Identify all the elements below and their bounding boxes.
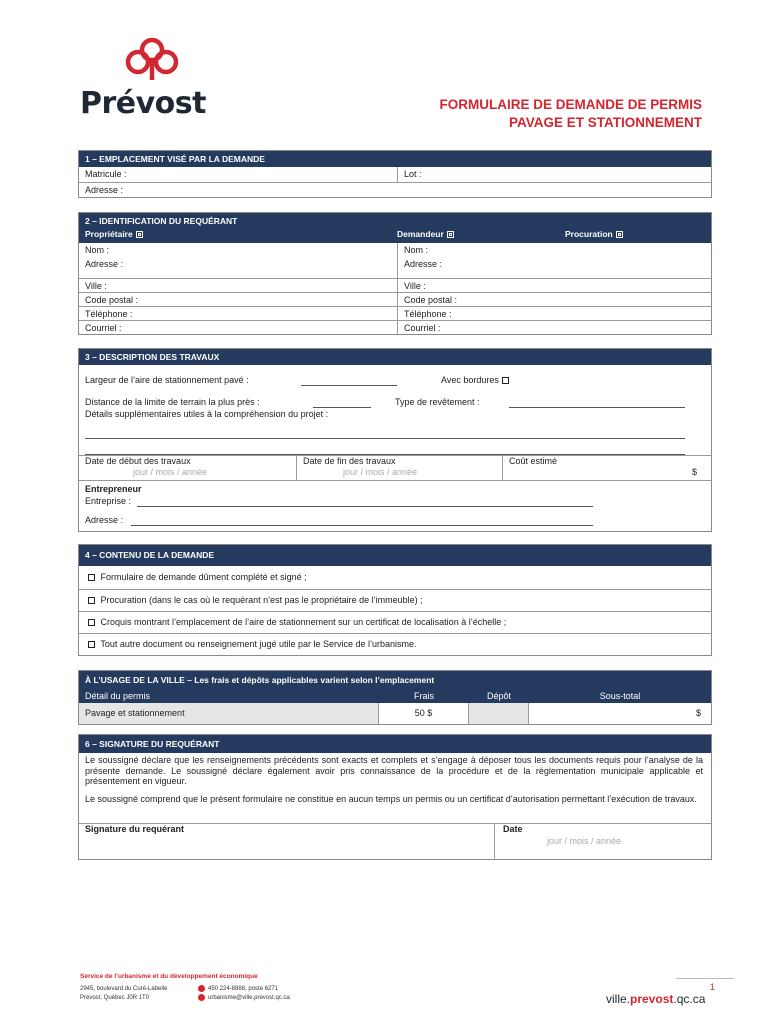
page-number: 1 bbox=[710, 982, 716, 992]
section-2-title: 2 – IDENTIFICATION DU REQUÉRANT bbox=[85, 216, 238, 226]
title-line-1: FORMULAIRE DE DEMANDE DE PERMIS bbox=[439, 97, 702, 112]
fee-sous-total[interactable]: $ bbox=[695, 708, 701, 718]
phone-icon bbox=[198, 985, 205, 992]
demandeur-adresse[interactable]: Adresse : bbox=[397, 257, 711, 278]
procuration-label: Procuration bbox=[565, 229, 613, 239]
cout-dollar-sign: $ bbox=[691, 467, 697, 477]
revetement-label: Type de revêtement : bbox=[395, 397, 480, 407]
signature-row bbox=[79, 823, 711, 860]
site-suffix: .qc.ca bbox=[673, 992, 706, 1006]
checklist-label: Formulaire de demande dûment complété et signé ; bbox=[100, 572, 307, 582]
demandeur-option[interactable] bbox=[397, 228, 565, 241]
footer-phone: 450 224-8888, poste 6271 bbox=[208, 986, 279, 993]
revetement-input[interactable] bbox=[509, 407, 685, 408]
distance-input[interactable] bbox=[313, 407, 371, 408]
checklist-item[interactable] bbox=[79, 589, 711, 611]
signature-label: Signature du requérant bbox=[85, 824, 185, 834]
footer-service: Service de l’urbanisme et du développement économique bbox=[80, 973, 258, 980]
declaration-paragraph-2: Le soussigné comprend que le présent formulaire ne constitue en aucun temps un permis ou un certificat d’autorisation permettant l’exécution de travaux. bbox=[85, 793, 697, 804]
proprietaire-courriel[interactable]: Courriel : bbox=[85, 323, 122, 333]
checklist-item[interactable] bbox=[79, 633, 711, 655]
declaration-paragraph-1: Le soussigné déclare que les renseignements précédents sont exacts et complets et s’engage à déposer tous les documents requis pour l’analyse de la présente demande. Le soussigné déclare également avoir pris connaissance de la procédure et de la réglementation municipale applicable et présentement en vigueur. bbox=[85, 755, 703, 786]
section-contenu bbox=[78, 544, 712, 656]
proprietaire-option[interactable] bbox=[85, 228, 397, 241]
demandeur-ville[interactable]: Ville : bbox=[397, 279, 711, 292]
declaration-text bbox=[79, 753, 711, 804]
date-fin-label: Date de fin des travaux bbox=[303, 456, 396, 466]
footer-email[interactable]: urbanisme@ville.prevost.qc.ca bbox=[208, 995, 290, 1002]
contenu-checklist bbox=[79, 566, 711, 655]
demandeur-code-postal[interactable]: Code postal : bbox=[397, 293, 711, 306]
demandeur-telephone[interactable]: Téléphone : bbox=[397, 307, 711, 320]
checklist-checkbox[interactable] bbox=[88, 641, 95, 648]
proprietaire-adresse[interactable]: Adresse : bbox=[85, 259, 124, 269]
checklist-checkbox[interactable] bbox=[88, 574, 95, 581]
proprietaire-ville[interactable]: Ville : bbox=[85, 281, 107, 291]
prevost-logo bbox=[80, 36, 240, 120]
proprietaire-telephone[interactable]: Téléphone : bbox=[85, 309, 133, 319]
date-fin-field[interactable] bbox=[297, 456, 503, 480]
site-prefix: ville. bbox=[606, 992, 631, 1006]
entrepreneur-adresse-input[interactable] bbox=[131, 525, 593, 526]
proprietaire-label: Propriétaire bbox=[85, 229, 133, 239]
checklist-item[interactable] bbox=[79, 566, 711, 589]
entreprise-input[interactable] bbox=[137, 506, 593, 507]
demandeur-label: Demandeur bbox=[397, 229, 444, 239]
proprietaire-checkbox[interactable] bbox=[136, 231, 143, 238]
procuration-checkbox[interactable] bbox=[616, 231, 623, 238]
demandeur-checkbox[interactable] bbox=[447, 231, 454, 238]
site-name: prevost bbox=[630, 992, 674, 1006]
checklist-label: Tout autre document ou renseignement jugé utile par le Service de l’urbanisme. bbox=[100, 639, 417, 649]
col-frais: Frais bbox=[414, 691, 434, 701]
footer-address bbox=[80, 985, 167, 1003]
col-depot: Dépôt bbox=[486, 691, 512, 701]
footer-website[interactable] bbox=[606, 992, 705, 1006]
col-sous-total: Sous-total bbox=[599, 691, 641, 701]
distance-label: Distance de la limite de terrain la plus près : bbox=[85, 397, 260, 407]
bordures-label: Avec bordures bbox=[441, 375, 499, 385]
section-usage-ville bbox=[78, 670, 712, 725]
entrepreneur-label: Entrepreneur bbox=[85, 484, 142, 494]
footer-address-line-1: 2945, boulevard du Curé-Labelle bbox=[80, 986, 168, 992]
date-debut-placeholder: jour / mois / année bbox=[133, 467, 208, 477]
adresse-field[interactable]: Adresse : bbox=[85, 185, 124, 195]
cout-estime-label: Coût estimé bbox=[509, 456, 558, 466]
signature-date-label: Date bbox=[503, 824, 523, 834]
section-4-header: 4 – CONTENU DE LA DEMANDE bbox=[79, 545, 711, 566]
bordures-option[interactable] bbox=[441, 375, 512, 385]
fee-depot[interactable] bbox=[469, 703, 529, 724]
cout-estime-field[interactable] bbox=[503, 456, 711, 480]
signature-date-placeholder: jour / mois / année bbox=[547, 836, 622, 846]
entreprise-label: Entreprise : bbox=[85, 496, 132, 506]
footer-contact bbox=[198, 985, 290, 1003]
checklist-label: Procuration (dans le cas où le requérant n’est pas le propriétaire de l’immeuble) ; bbox=[100, 595, 423, 605]
largeur-input[interactable] bbox=[301, 385, 397, 386]
section-6-header: 6 – SIGNATURE DU REQUÉRANT bbox=[79, 735, 711, 753]
checklist-item[interactable] bbox=[79, 611, 711, 633]
dates-row bbox=[79, 455, 711, 481]
proprietaire-nom[interactable]: Nom : bbox=[85, 245, 110, 255]
demandeur-courriel[interactable]: Courriel : bbox=[397, 321, 711, 334]
section-signature bbox=[78, 734, 712, 860]
usage-ville-header: À L’USAGE DE LA VILLE – Les frais et dépôts applicables varient selon l’emplacement bbox=[79, 671, 711, 690]
largeur-label: Largeur de l’aire de stationnement pavé : bbox=[85, 375, 249, 385]
section-2-header bbox=[79, 213, 711, 243]
date-fin-placeholder: jour / mois / année bbox=[343, 467, 418, 477]
fees-table-header bbox=[79, 690, 711, 703]
proprietaire-code-postal[interactable]: Code postal : bbox=[85, 295, 139, 305]
email-icon bbox=[198, 994, 205, 1001]
checklist-label: Croquis montrant l’emplacement de l’aire de stationnement sur un certificat de localisation à l’échelle ; bbox=[100, 617, 507, 627]
footer-address-line-2: Prévost, Québec J0R 1T0 bbox=[80, 995, 150, 1001]
details-label: Détails supplémentaires utiles à la compréhension du projet : bbox=[85, 409, 329, 419]
section-1-header: 1 – EMPLACEMENT VISÉ PAR LA DEMANDE bbox=[79, 151, 711, 167]
brand-wordmark: Prévost bbox=[80, 86, 206, 121]
section-3-header: 3 – DESCRIPTION DES TRAVAUX bbox=[79, 349, 711, 365]
procuration-option[interactable] bbox=[565, 228, 626, 241]
fees-table-row bbox=[79, 703, 711, 724]
section-requerant bbox=[78, 212, 712, 335]
fee-frais: 50 $ bbox=[379, 703, 469, 724]
checklist-checkbox[interactable] bbox=[88, 597, 95, 604]
page-divider bbox=[676, 978, 734, 979]
col-detail: Détail du permis bbox=[85, 691, 151, 701]
lot-field[interactable]: Lot : bbox=[397, 167, 711, 182]
matricule-field[interactable]: Matricule : bbox=[85, 169, 127, 179]
entrepreneur-adresse-label: Adresse : bbox=[85, 515, 124, 525]
date-debut-label: Date de début des travaux bbox=[85, 456, 191, 466]
demandeur-nom[interactable]: Nom : bbox=[397, 243, 711, 257]
section-emplacement bbox=[78, 150, 712, 198]
title-line-2: PAVAGE ET STATIONNEMENT bbox=[508, 115, 702, 130]
details-input-line-1[interactable] bbox=[85, 438, 685, 439]
cloud-logo-icon bbox=[118, 36, 190, 82]
date-debut-field[interactable] bbox=[79, 456, 297, 480]
fee-detail: Pavage et stationnement bbox=[79, 703, 379, 724]
signature-date-field[interactable] bbox=[495, 824, 711, 860]
document-title bbox=[439, 96, 702, 132]
checklist-checkbox[interactable] bbox=[88, 619, 95, 626]
bordures-checkbox[interactable] bbox=[502, 377, 509, 384]
signature-field[interactable] bbox=[79, 824, 495, 860]
section-travaux bbox=[78, 348, 712, 532]
